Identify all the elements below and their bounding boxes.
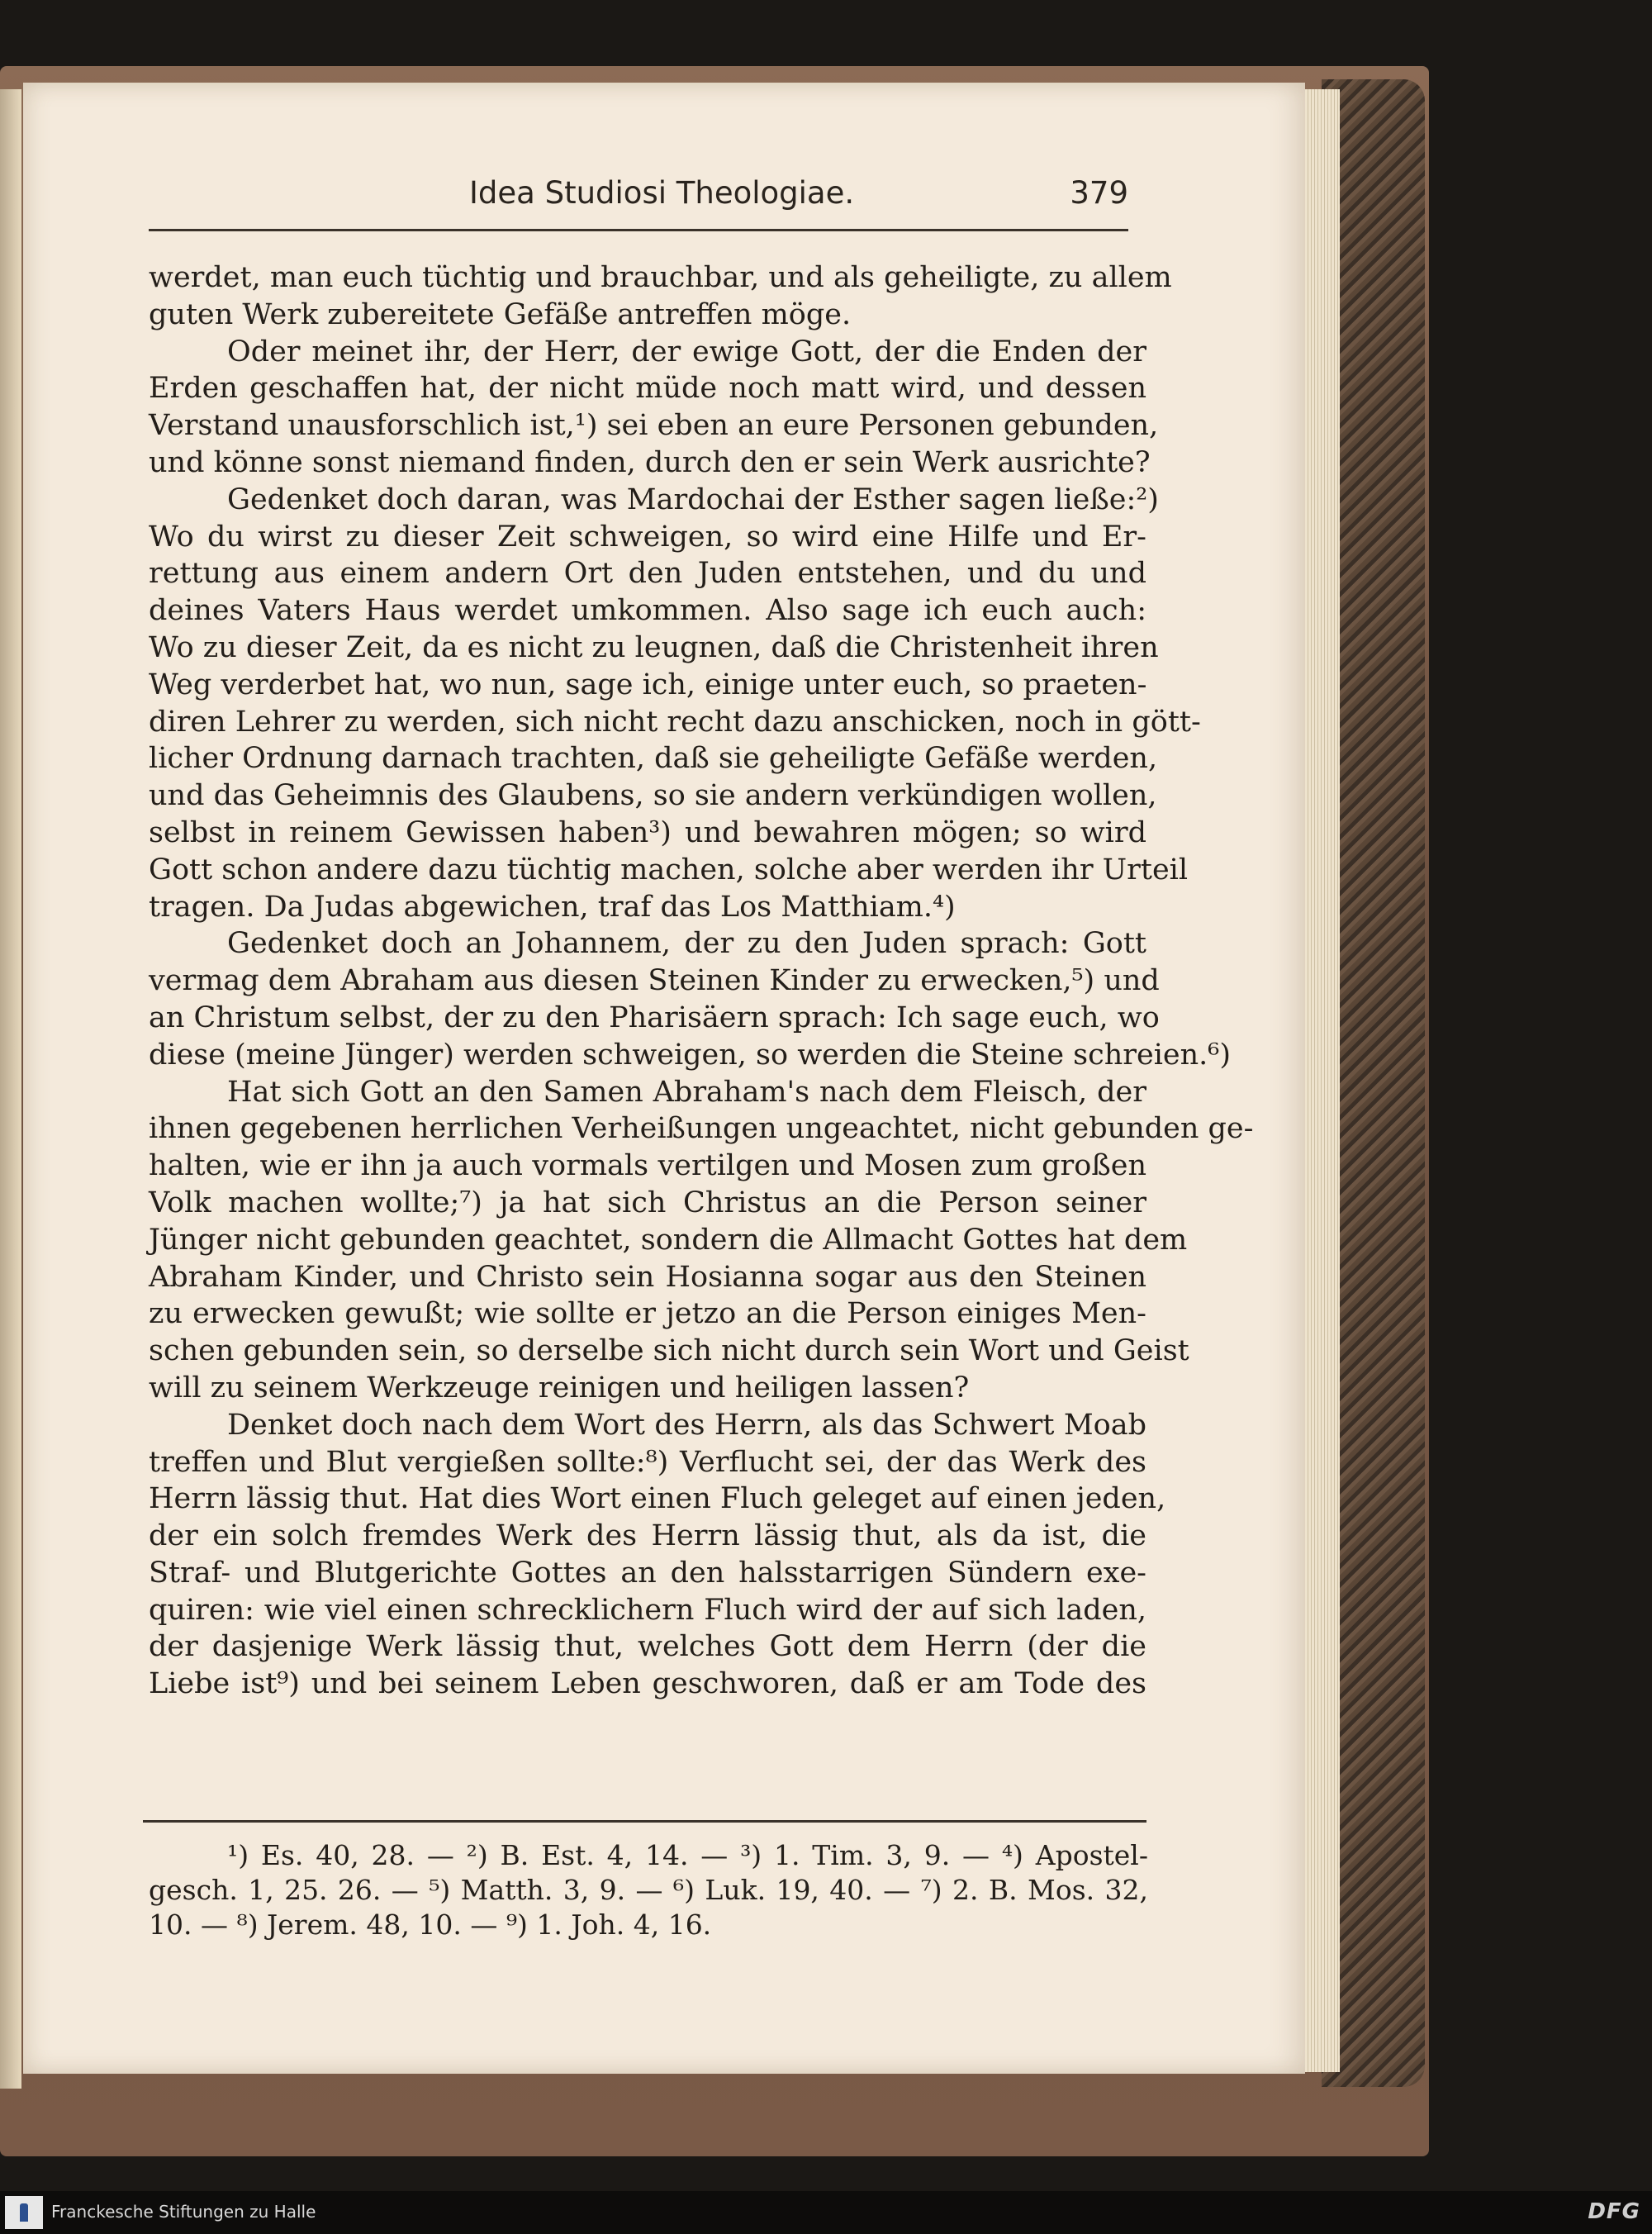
running-title: Idea Studiosi Theologiae. [469,175,855,211]
text-line: quiren: wie viel einen schrecklichern Fluch wird der auf sich laden, [149,1593,1146,1627]
viewer-footer [0,2191,1652,2234]
footnotes [149,1838,1148,1942]
page-number: 379 [1070,175,1128,211]
text-line: Erden geschaffen hat, der nicht müde noch matt wird, und dessen [149,372,1146,406]
footnote-line: ¹) Es. 40, 28. — ²) B. Est. 4, 14. — ³) 1. Tim. 3, 9. — ⁴) Apostel- [227,1839,1148,1871]
dfg-logo: DFG [1588,2199,1640,2224]
text-line: Wo du wirst zu dieser Zeit schweigen, so wird eine Hilfe und Er- [149,520,1146,554]
text-line: schen gebunden sein, so derselbe sich nicht durch sein Wort und Geist [149,1334,1189,1368]
text-line: selbst in reinem Gewissen haben³) und bewahren mögen; so wird [149,815,1146,849]
text-line: zu erwecken gewußt; wie sollte er jetzo an die Person einiges Men- [149,1297,1146,1331]
running-head [149,175,1128,223]
header-rule [149,229,1128,231]
text-line: ihnen gegebenen herrlichen Verheißungen ungeachtet, nicht gebunden ge- [149,1112,1254,1146]
text-line: werdet, man euch tüchtig und brauchbar, und als geheiligte, zu allem [149,261,1172,294]
text-line: der ein solch fremdes Werk des Herrn lässig thut, als da ist, die [149,1519,1146,1553]
text-line: Verstand unausforschlich ist,¹) sei eben an eure Personen gebunden, [149,409,1159,443]
text-line: Gedenket doch daran, was Mardochai der Esther sagen ließe:²) [227,482,1159,516]
text-line: will zu seinem Werkzeuge reinigen und heiligen lassen? [149,1371,970,1405]
text-line: Volk machen wollte;⁷) ja hat sich Christus an die Person seiner [149,1186,1146,1219]
text-line: Herrn lässig thut. Hat dies Wort einen Fluch geleget auf einen jeden, [149,1482,1166,1516]
text-line: und könne sonst niemand finden, durch den er sein Werk ausrichte? [149,445,1151,479]
text-line: vermag dem Abraham aus diesen Steinen Kinder zu erwecken,⁵) und [149,964,1160,998]
body-text [149,259,1254,1703]
facing-page-edge [0,89,21,2089]
text-line: der dasjenige Werk lässig thut, welches Gott dem Herrn (der die [149,1630,1146,1664]
text-line: Gedenket doch an Johannem, der zu den Juden sprach: Gott [227,927,1146,961]
text-line: diese (meine Jünger) werden schweigen, so werden die Steine schreien.⁶) [149,1038,1231,1072]
text-line: Oder meinet ihr, der Herr, der ewige Gott, der die Enden der [227,335,1146,368]
text-line: und das Geheimnis des Glaubens, so sie andern verkündigen wollen, [149,779,1157,813]
text-line: deines Vaters Haus werdet umkommen. Also sage ich euch auch: [149,594,1146,628]
institution-name: Franckesche Stiftungen zu Halle [51,2202,316,2222]
text-line: Straf- und Blutgerichte Gottes an den halsstarrigen Sündern exe- [149,1556,1146,1590]
institution-logo-icon [5,2196,43,2229]
text-line: an Christum selbst, der zu den Pharisäern sprach: Ich sage euch, wo [149,1001,1160,1034]
footnote-line: 10. — ⁸) Jerem. 48, 10. — ⁹) 1. Joh. 4, 16. [149,1908,712,1941]
text-line: Wo zu dieser Zeit, da es nicht zu leugnen, daß die Christenheit ihren [149,630,1159,664]
text-line: Weg verderbet hat, wo nun, sage ich, einige unter euch, so praeten- [149,668,1147,701]
text-line: licher Ordnung darnach trachten, daß sie geheiligte Gefäße werden, [149,742,1158,776]
text-line: tragen. Da Judas abgewichen, traf das Los Matthiam.⁴) [149,890,956,924]
text-line: Gott schon andere dazu tüchtig machen, solche aber werden ihr Urteil [149,853,1189,886]
text-line: Liebe ist⁹) und bei seinem Leben geschworen, daß er am Tode des [149,1667,1146,1701]
text-line: diren Lehrer zu werden, sich nicht recht dazu anschicken, noch in gött- [149,705,1201,739]
text-line: Jünger nicht gebunden geachtet, sondern die Allmacht Gottes hat dem [149,1223,1188,1257]
text-line: guten Werk zubereitete Gefäße antreffen möge. [149,297,852,331]
text-line: treffen und Blut vergießen sollte:⁸) Verflucht sei, der das Werk des [149,1445,1146,1479]
text-line: Abraham Kinder, und Christo sein Hosianna sogar aus den Steinen [149,1260,1146,1294]
text-line: Denket doch nach dem Wort des Herrn, als das Schwert Moab [227,1408,1146,1442]
footnote-rule [143,1820,1146,1823]
text-line: halten, wie er ihn ja auch vormals vertilgen und Mosen zum großen [149,1149,1146,1183]
book-page [23,83,1305,2074]
text-line: rettung aus einem andern Ort den Juden entstehen, und du und [149,557,1146,591]
footnote-line: gesch. 1, 25. 26. — ⁵) Matth. 3, 9. — ⁶) Luk. 19, 40. — ⁷) 2. B. Mos. 32, [149,1874,1148,1906]
text-line: Hat sich Gott an den Samen Abraham's nach dem Fleisch, der [227,1075,1146,1109]
